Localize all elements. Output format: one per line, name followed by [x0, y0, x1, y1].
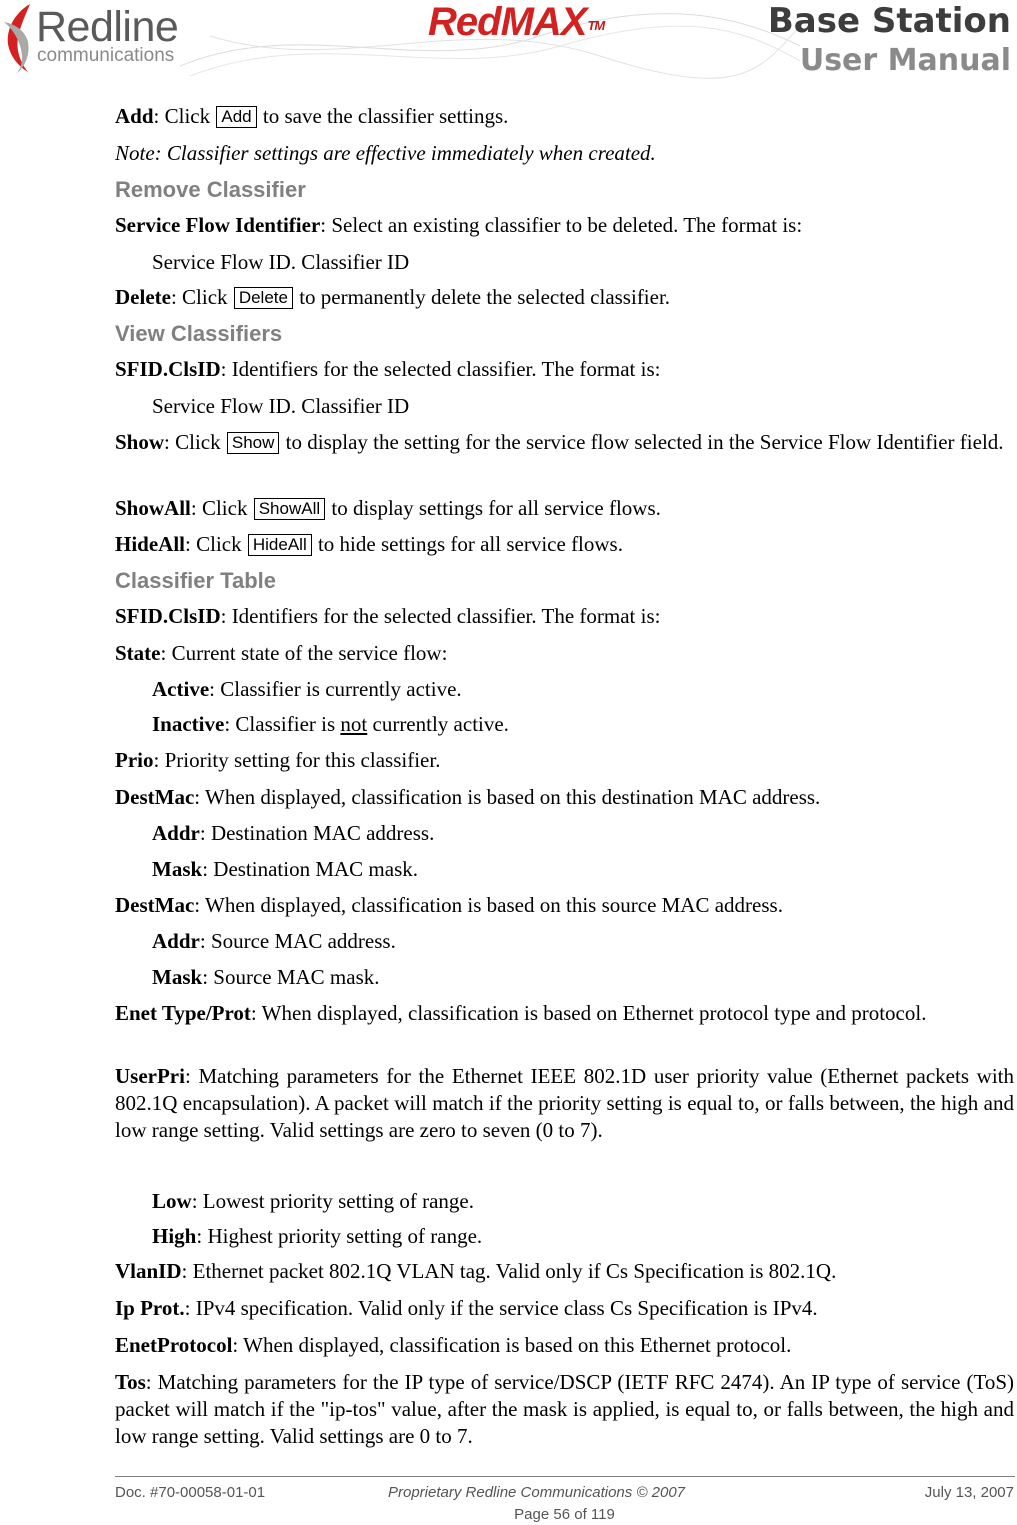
- term-description-prefix: : Click: [153, 104, 216, 128]
- definition-paragraph: [115, 676, 1014, 703]
- term-label: Tos: [115, 1370, 146, 1394]
- term-label: EnetProtocol: [115, 1333, 233, 1357]
- term-label: Mask: [152, 965, 203, 989]
- footer-date: July 13, 2007: [924, 1484, 1014, 1501]
- definition-paragraph: [115, 928, 1014, 955]
- redline-logo-icon: [0, 0, 40, 78]
- term-description-prefix: : Click: [185, 532, 247, 556]
- term-description-suffix: currently active.: [367, 712, 509, 736]
- term-label: ShowAll: [115, 496, 191, 520]
- note-paragraph: Note: Classifier settings are effective immediately when created.: [115, 141, 656, 165]
- term-description-prefix: : Classifier is: [224, 712, 341, 736]
- document-title-line2: User Manual: [799, 43, 1011, 78]
- term-label: Active: [152, 677, 210, 701]
- definition-paragraph: [115, 103, 1014, 130]
- term-description: : Source MAC address.: [199, 929, 396, 953]
- term-label: SFID.ClsID: [115, 604, 221, 628]
- term-description: : Current state of the service flow:: [160, 641, 448, 665]
- section-heading: View Classifiers: [115, 321, 283, 346]
- footer-proprietary: Proprietary Redline Communications © 2007: [388, 1484, 686, 1501]
- definition-paragraph: [115, 964, 1014, 991]
- term-description: : Source MAC mask.: [202, 965, 380, 989]
- definition-paragraph: [115, 1369, 1014, 1450]
- definition-paragraph: [115, 603, 1014, 630]
- term-description-suffix: to hide settings for all service flows.: [312, 532, 623, 556]
- footer-page-number: Page 56 of 119: [514, 1506, 615, 1523]
- definition-paragraph: [115, 1223, 1014, 1250]
- definition-paragraph: [115, 212, 1014, 239]
- term-description: : When displayed, classification is based on this destination MAC address.: [194, 785, 821, 809]
- definition-paragraph: [115, 284, 1014, 311]
- brand-subtitle: communications: [37, 45, 175, 66]
- format-line: Service Flow ID. Classifier ID: [152, 394, 410, 418]
- format-line: Service Flow ID. Classifier ID: [152, 250, 410, 274]
- term-description: : Lowest priority setting of range.: [191, 1189, 474, 1213]
- term-description: : Identifiers for the selected classifier. The format is:: [220, 604, 661, 628]
- section-heading: Classifier Table: [115, 568, 276, 593]
- definition-paragraph: [115, 640, 1014, 667]
- term-description-suffix: to display the setting for the service flow selected in the Service Flow Identifier field.: [280, 430, 1004, 454]
- definition-paragraph: [115, 892, 1014, 919]
- hideall-button[interactable]: HideAll: [248, 534, 312, 556]
- definition-paragraph: [115, 820, 1014, 847]
- term-description-prefix: : Click: [170, 285, 233, 309]
- definition-paragraph: [115, 747, 1014, 774]
- term-label: Add: [115, 104, 154, 128]
- underlined-word: not: [340, 712, 368, 736]
- term-label: Delete: [115, 285, 171, 309]
- definition-paragraph: [115, 1188, 1014, 1215]
- term-label: HideAll: [115, 532, 186, 556]
- document-title: [768, 0, 1011, 80]
- term-description-suffix: to save the classifier settings.: [257, 104, 509, 128]
- trademark-mark: TM: [587, 18, 605, 33]
- add-button[interactable]: Add: [216, 106, 256, 128]
- term-description: : Select an existing classifier to be deleted. The format is:: [320, 213, 803, 237]
- definition-paragraph: [115, 531, 1014, 558]
- footer-divider: [115, 1476, 1015, 1477]
- term-label: UserPri: [115, 1064, 185, 1088]
- term-description: : Highest priority setting of range.: [196, 1224, 483, 1248]
- term-label: Service Flow Identifier: [115, 213, 321, 237]
- showall-button[interactable]: ShowAll: [254, 498, 325, 520]
- delete-button[interactable]: Delete: [234, 287, 293, 309]
- term-description: : Destination MAC address.: [199, 821, 435, 845]
- term-label: DestMac: [115, 893, 195, 917]
- term-label: Inactive: [152, 712, 225, 736]
- term-description: : Priority setting for this classifier.: [153, 748, 441, 772]
- show-button[interactable]: Show: [227, 432, 280, 454]
- product-name-max: MAX: [500, 0, 587, 44]
- definition-paragraph: [115, 1258, 1014, 1285]
- term-description: : Matching parameters for the Ethernet IEEE 802.1D user priority value (Ethernet packets with 802.1Q encapsulation). A packet will match if the priority setting is equal to, or falls between, the high and low range setting. Valid settings are zero to seven (0 to 7).: [115, 1064, 1014, 1142]
- term-label: Low: [152, 1189, 192, 1213]
- definition-paragraph: [115, 711, 1014, 738]
- term-description-suffix: to permanently delete the selected classifier.: [293, 285, 671, 309]
- term-label: DestMac: [115, 785, 195, 809]
- term-description: : Ethernet packet 802.1Q VLAN tag. Valid only if Cs Specification is 802.1Q.: [181, 1259, 837, 1283]
- term-description: : When displayed, classification is based on this Ethernet protocol.: [232, 1333, 792, 1357]
- term-label: Prio: [115, 748, 154, 772]
- term-description: : Matching parameters for the IP type of service/DSCP (IETF RFC 2474). An IP type of service (ToS) packet will match if the "ip-tos" value, after the mask is applied, is equal to, or falls between, the high and low range setting. Valid settings are 0 to 7.: [115, 1370, 1014, 1448]
- definition-paragraph: [115, 495, 1014, 522]
- brand-name: Redline: [36, 3, 179, 51]
- definition-paragraph: [115, 784, 1014, 811]
- definition-paragraph: [115, 1000, 1014, 1027]
- term-description: : When displayed, classification is based on this source MAC address.: [194, 893, 783, 917]
- product-name-red: Red: [428, 0, 501, 44]
- term-description-prefix: : Click: [190, 496, 253, 520]
- definition-paragraph: [115, 356, 1014, 383]
- term-description: : Destination MAC mask.: [202, 857, 419, 881]
- section-heading: Remove Classifier: [115, 177, 306, 202]
- term-label: Mask: [152, 857, 203, 881]
- term-label: VlanID: [115, 1259, 182, 1283]
- term-description: : Identifiers for the selected classifier. The format is:: [220, 357, 661, 381]
- term-label: High: [152, 1224, 197, 1248]
- term-label: Addr: [152, 821, 200, 845]
- page-header: [0, 0, 1017, 84]
- term-label: Addr: [152, 929, 200, 953]
- definition-paragraph: [115, 1063, 1014, 1144]
- definition-paragraph: [115, 429, 1014, 456]
- document-title-line1: Base Station: [767, 1, 1011, 41]
- term-description-suffix: to display settings for all service flows.: [326, 496, 661, 520]
- product-name: [428, 0, 604, 44]
- term-description: : When displayed, classification is based on Ethernet protocol type and protocol.: [250, 1001, 927, 1025]
- definition-paragraph: [115, 1295, 1014, 1322]
- term-label: Show: [115, 430, 165, 454]
- term-label: Enet Type/Prot: [115, 1001, 251, 1025]
- footer-doc-number: Doc. #70-00058-01-01: [115, 1484, 266, 1501]
- term-description: : IPv4 specification. Valid only if the service class Cs Specification is IPv4.: [184, 1296, 818, 1320]
- definition-paragraph: [115, 856, 1014, 883]
- term-description-prefix: : Click: [164, 430, 226, 454]
- definition-paragraph: [115, 1332, 1014, 1359]
- term-label: State: [115, 641, 161, 665]
- term-label: Ip Prot.: [115, 1296, 185, 1320]
- term-label: SFID.ClsID: [115, 357, 221, 381]
- term-description: : Classifier is currently active.: [209, 677, 462, 701]
